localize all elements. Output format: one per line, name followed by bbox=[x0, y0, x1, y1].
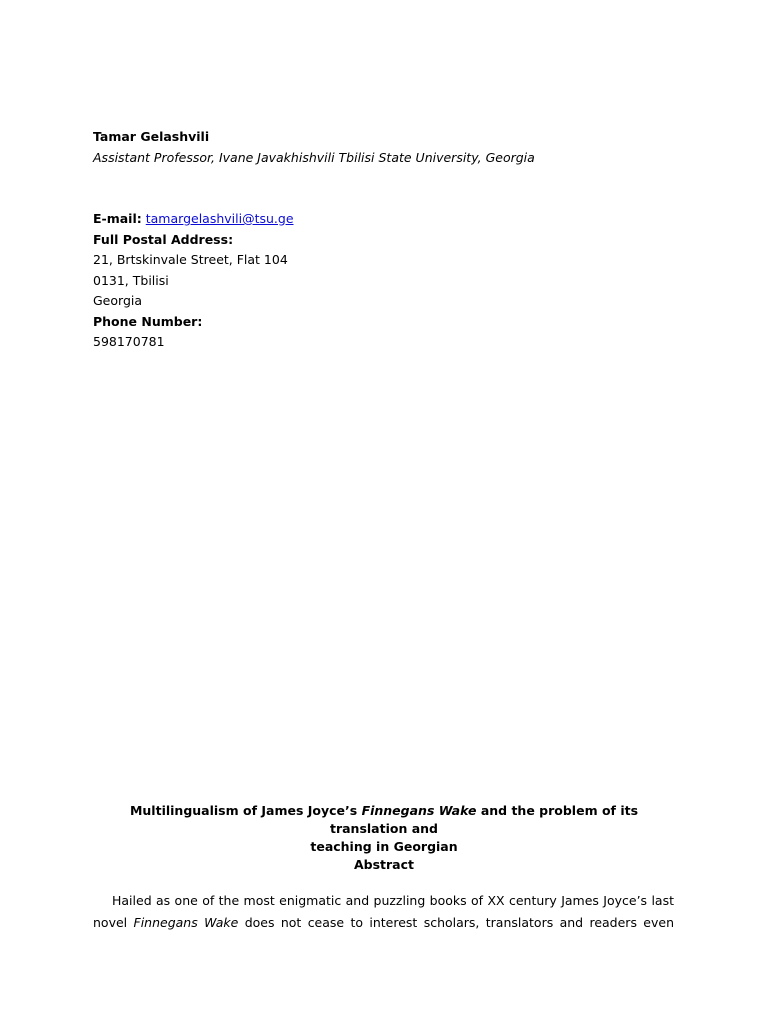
abstract-line-1: Hailed as one of the most enigmatic and puzzling books of XX century James Joyce’s last bbox=[112, 893, 674, 908]
email-line bbox=[93, 211, 294, 227]
address-line-1: 21, Brtskinvale Street, Flat 104 bbox=[93, 252, 288, 267]
abstract-paragraph bbox=[93, 890, 674, 934]
abstract-line-2-suffix: does not cease to interest scholars, translators and readers even bbox=[238, 915, 675, 930]
author-affiliation: Assistant Professor, Ivane Javakhishvili Tbilisi State University, Georgia bbox=[93, 150, 535, 165]
phone-label: Phone Number: bbox=[93, 314, 203, 329]
email-link[interactable]: tamargelashvili@tsu.ge bbox=[145, 211, 294, 226]
title-part-2: and the problem of its translation and bbox=[329, 803, 639, 836]
abstract-line-2-italic: Finnegans Wake bbox=[133, 915, 239, 930]
abstract-heading: Abstract bbox=[353, 857, 415, 872]
abstract-line-2 bbox=[93, 912, 674, 934]
email-label: E-mail: bbox=[93, 211, 142, 226]
title-italic: Finnegans Wake bbox=[361, 803, 477, 818]
title-line-2: teaching in Georgian bbox=[310, 839, 458, 854]
address-line-2: 0131, Tbilisi bbox=[93, 273, 169, 288]
abstract-line-2-prefix: novel bbox=[93, 915, 134, 930]
address-line-3: Georgia bbox=[93, 293, 143, 308]
phone-number: 598170781 bbox=[93, 334, 165, 349]
author-name: Tamar Gelashvili bbox=[93, 129, 210, 144]
postal-address-label: Full Postal Address: bbox=[93, 232, 234, 247]
paper-title bbox=[93, 802, 675, 856]
title-part-1: Multilingualism of James Joyce’s bbox=[129, 803, 362, 818]
